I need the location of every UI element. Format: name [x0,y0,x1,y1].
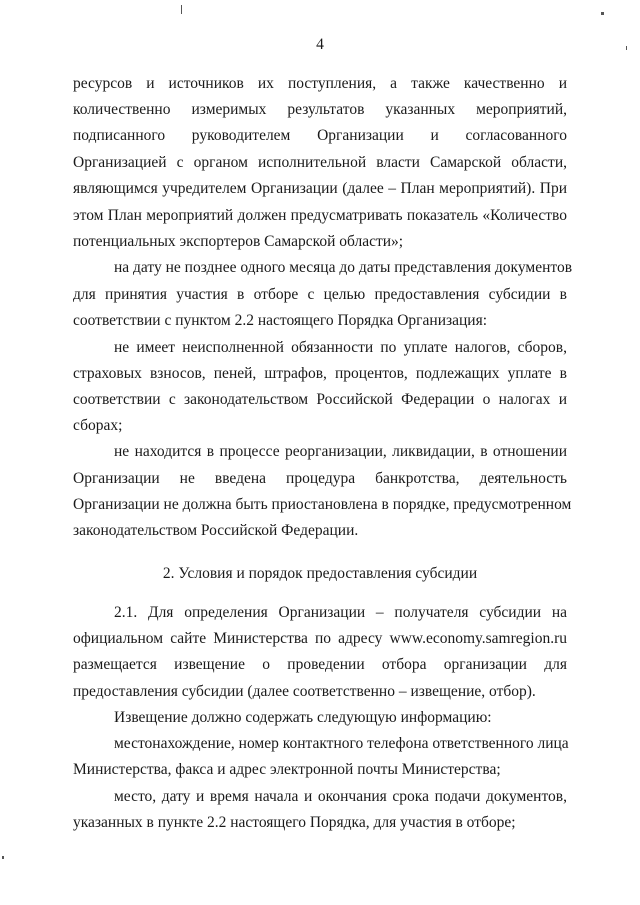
text-line: размещается извещение о проведении отбора организации для [73,656,567,673]
text-line: местонахождение, номер контактного телефона ответственного лица [114,735,569,752]
text-line: не находится в процессе реорганизации, ликвидации, в отношении [114,443,567,460]
text-line: Извещение должно содержать следующую информацию: [114,709,492,726]
text-line: этом План мероприятий должен предусматривать показатель «Количество [73,207,567,224]
text-line: Организации не должна быть приостановлена в порядке, предусмотренном [73,496,572,513]
text-line: страховых взносов, пеней, штрафов, процентов, подлежащих уплате в [73,365,567,382]
text-line: указанных в пункте 2.2 настоящего Порядка, для участия в отборе; [73,814,516,831]
text-line: подписанного руководителем Организации и согласованного [73,127,567,144]
text-line: сборах; [73,417,123,434]
text-line: ресурсов и источников их поступления, а также качественно и [73,75,567,92]
text-line: на дату не позднее одного месяца до даты представления документов [114,259,573,276]
text-line: для принятия участия в отборе с целью предоставления субсидии в [73,286,567,303]
text-line: количественно измеримых результатов указанных мероприятий, [73,101,567,118]
scan-speck-right [601,12,604,15]
text-line: являющимся учредителем Организации (далее – План мероприятий). При [73,180,567,197]
text-line: Министерства, факса и адрес электронной почты Министерства; [73,761,501,778]
text-line: официальном сайте Министерства по адресу www.economy.samregion.ru [73,630,567,647]
scan-speck-left [2,856,4,859]
text-line: Организации не введена процедура банкротства, деятельность [73,470,567,487]
text-line: законодательством Российской Федерации. [73,522,359,539]
text-line: 2.1. Для определения Организации – получателя субсидии на [114,604,567,621]
text-line: не имеет неисполненной обязанности по уплате налогов, сборов, [114,339,567,356]
text-line: место, дату и время начала и окончания срока подачи документов, [114,788,567,805]
text-line: потенциальных экспортеров Самарской области»; [73,233,404,250]
scan-speck-top [181,5,182,14]
page-number: 4 [316,36,324,53]
section-heading: 2. Условия и порядок предоставления субсидии [162,565,478,582]
text-line: соответствии с пунктом 2.2 настоящего Порядка Организация: [73,312,488,329]
text-line: соответствии с законодательством Российской Федерации о налогах и [73,391,567,408]
text-line: предоставления субсидии (далее соответственно – извещение, отбор). [73,683,536,700]
text-line: Организацией с органом исполнительной власти Самарской области, [73,154,567,171]
